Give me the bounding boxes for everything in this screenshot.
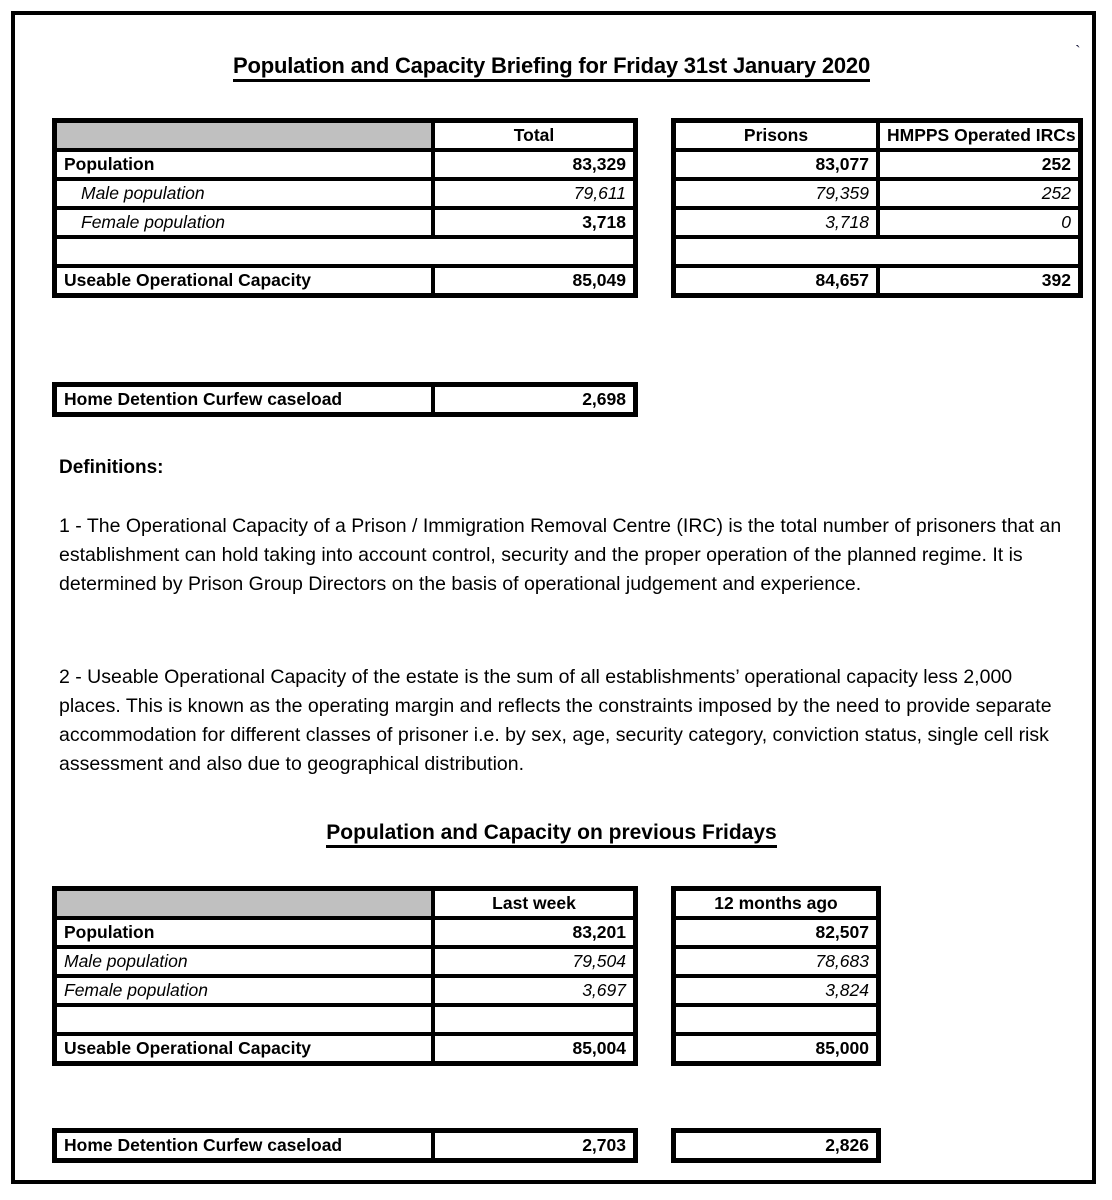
table-row [674,1131,878,1160]
table-row [674,150,1080,179]
value-last-week-useable-operational-capacity: 85,004 [433,1034,635,1063]
current-total-table [52,118,638,298]
table-row [674,208,1080,237]
row-label-female-population: Female population [55,208,433,237]
value-irc-useable-operational-capacity: 392 [878,266,1080,295]
corner-mark: ` [1075,42,1081,61]
table-row [674,179,1080,208]
table-row [55,179,635,208]
value-total-population: 83,329 [433,150,635,179]
header-cell-prisons: Prisons [674,121,878,150]
value-prisons-useable-operational-capacity: 84,657 [674,266,878,295]
row-label-useable-operational-capacity: Useable Operational Capacity [55,266,433,295]
table-row [55,150,635,179]
definition-paragraph-1: 1 - The Operational Capacity of a Prison / Immigration Removal Centre (IRC) is the total number of prisoners that an establishment can hold taking into account control, security and the proper operation of the planned regime. It is determined by Prison Group Directors on the basis of operational judgement and experience. [59,515,1062,595]
previous-hdc-twelve-months-table [671,1128,881,1163]
value-last-week-population: 83,201 [433,918,635,947]
header-cell-blank [55,121,433,150]
header-cell-hmpps-operated-ircs: HMPPS Operated IRCs [878,121,1080,150]
value-twelve-months-useable-operational-capacity: 85,000 [674,1034,878,1063]
table-row [55,1034,635,1063]
header-cell-last-week: Last week [433,889,635,918]
value-last-week-hdc-caseload: 2,703 [433,1131,635,1160]
table-header-row [674,121,1080,150]
row-label-male-population: Male population [55,947,433,976]
value-irc-female-population: 0 [878,208,1080,237]
spacer-cell [674,237,1080,266]
spacer-cell [674,1005,878,1034]
value-total-female-population: 3,718 [433,208,635,237]
table-row [674,1034,878,1063]
row-label-hdc-caseload: Home Detention Curfew caseload [55,385,433,414]
value-total-useable-operational-capacity: 85,049 [433,266,635,295]
header-cell-blank [55,889,433,918]
table-row [55,947,635,976]
header-cell-total: Total [433,121,635,150]
row-label-population: Population [55,150,433,179]
previous-last-week-table [52,886,638,1066]
table-header-row [55,889,635,918]
table-row [55,1131,635,1160]
table-header-row [55,121,635,150]
table-row [674,266,1080,295]
table-row [674,976,878,1005]
value-prisons-population: 83,077 [674,150,878,179]
table-spacer-row [674,1005,878,1034]
value-irc-population: 252 [878,150,1080,179]
table-row [674,947,878,976]
row-label-male-population: Male population [55,179,433,208]
page-title-text: Population and Capacity Briefing for Friday 31st January 2020 [233,53,870,82]
value-total-male-population: 79,611 [433,179,635,208]
table-spacer-row [55,237,635,266]
spacer-cell [433,1005,635,1034]
row-label-useable-operational-capacity: Useable Operational Capacity [55,1034,433,1063]
value-prisons-male-population: 79,359 [674,179,878,208]
table-spacer-row [55,1005,635,1034]
value-last-week-female-population: 3,697 [433,976,635,1005]
header-cell-twelve-months-ago: 12 months ago [674,889,878,918]
current-split-table [671,118,1083,298]
table-row [55,976,635,1005]
value-irc-male-population: 252 [878,179,1080,208]
table-row [55,266,635,295]
row-label-female-population: Female population [55,976,433,1005]
value-prisons-female-population: 3,718 [674,208,878,237]
value-twelve-months-female-population: 3,824 [674,976,878,1005]
table-header-row [674,889,878,918]
section-title-text: Population and Capacity on previous Fridays [326,821,776,848]
table-row [55,208,635,237]
row-label-hdc-caseload: Home Detention Curfew caseload [55,1131,433,1160]
definition-paragraph-2: 2 - Useable Operational Capacity of the estate is the sum of all establishments’ operational capacity less 2,000 places. This is known as the operating margin and reflects the constraints imposed by the need to provide separate accommodation for different classes of prisoner i.e. by sex, age, security category, conviction status, single cell risk assessment and also due to geographical distribution. [59,666,1052,775]
table-spacer-row [674,237,1080,266]
value-twelve-months-population: 82,507 [674,918,878,947]
table-row [55,918,635,947]
spacer-cell [55,1005,433,1034]
previous-twelve-months-table [671,886,881,1066]
previous-hdc-last-week-table [52,1128,638,1163]
table-row [55,385,635,414]
page-title [15,53,1088,79]
row-label-population: Population [55,918,433,947]
section-title [15,821,1088,845]
value-twelve-months-male-population: 78,683 [674,947,878,976]
spacer-cell [55,237,635,266]
current-hdc-table [52,382,638,417]
value-twelve-months-hdc-caseload: 2,826 [674,1131,878,1160]
value-total-hdc-caseload: 2,698 [433,385,635,414]
value-last-week-male-population: 79,504 [433,947,635,976]
table-row [674,918,878,947]
definitions-heading: Definitions: [59,457,164,478]
briefing-page [11,11,1096,1184]
